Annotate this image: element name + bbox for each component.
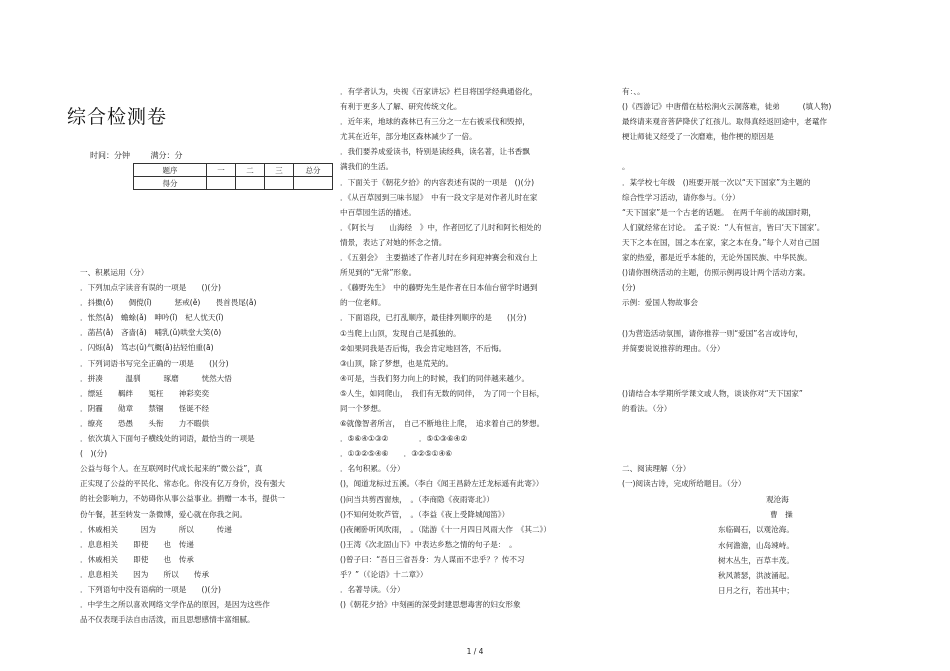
score-cell[interactable] [207,177,236,190]
text-line: ①当爬上山顶，发现自己是孤独的。 [340,328,461,338]
text-line: 并简要说说推荐的理由。（分） [622,343,725,353]
score-table-header-row [134,164,333,177]
text-line [622,431,897,446]
text-line: ( )(分) [80,449,108,459]
poem-line: 树木丛生，百草丰茂。 [718,555,794,565]
text-line: 天下之本在国，国之本在家，家之本在身。”每个人对自己国 [622,237,820,247]
text-line: 乎？”（《论语》十二章》） [340,570,428,579]
text-line: 公益与每个人。在互联网时代成长起来的“微公益”，真 [80,464,263,474]
text-line: ．《从百草园到三味书屋》 中有一段文字是对作者儿时在家 [340,192,538,202]
text-line: 满我们的生活。 [340,162,394,172]
text-line: ．我们要养成爱读书，特别是读经典，读名著，让书香飘 [340,147,530,157]
score-row-label: 得分 [134,177,207,190]
text-line: ．息息相关 即使 也 传递 [80,539,194,549]
text-line: ④可是，当我们努力向上的时候，我们的同伴越来越少。 [340,373,530,383]
text-line: ．菡萏(ǎ) 吝啬(ǎ) 哺乳(ǔ)哄堂大笑(ō) [80,328,222,338]
text-line: 的一位老师。 [340,298,386,308]
text-line: ．息息相关 因为 所以 传承 [80,569,210,579]
text-line: ()问当共剪西窗烛， 。（李商隐《夜雨寄北》） [340,494,494,504]
text-line: ()曾子曰：“吾日三省吾身：为人谋而不忠乎？？传不习 [340,554,525,564]
text-line [622,144,897,159]
text-line: 同一个梦想。 [340,403,386,413]
score-table [133,163,333,190]
exam-meta [90,150,201,161]
text-line: ．缥延 羁绊 冤枉 神彩奕奕 [80,388,210,398]
text-line: ．怅然(ǎ) 蟾蜍(ǎ) 呻吟(ǐ) 杞人忧天(ǐ) [80,313,224,323]
text-line: ⑤人生，如同爬山， 我们有无数的同伴， 为了同一个目标， [340,388,545,398]
text-line [622,416,897,431]
text-line: 的看法。（分） [622,403,672,413]
text-line: ()为营造活动氛围，请你推荐一则“爱国”名言或诗句， [622,328,803,338]
text-line: 有利于更多人了解、研究传统文化。 [340,102,462,112]
score-cell[interactable] [294,177,333,190]
text-line: 。 [622,162,630,172]
text-line: ．休戚相关 即使 也 传承 [80,554,194,564]
text-line: ．下列语句中没有语病的一项是 ()(分) [80,584,221,594]
text-line: 品不仅表现手法自由活泼，而且思想感情丰富细腻。 [80,615,255,625]
text-line: 尤其在近年，部分地区森林减少了一倍。 [340,132,477,142]
text-line: ．名著导读。（分） [340,585,405,595]
text-line: ．下面语段，已打乱顺序，最佳排列顺序的是 ()(分) [340,313,527,323]
text-line: 综合性学习活动，请你参与。（分） [622,192,740,202]
text-line: 中百草园生活的描述。 [340,207,416,217]
column-middle [340,84,615,612]
text-line [622,356,897,371]
text-line: ③山顶，除了梦想，也是荒芜的。 [340,358,454,368]
text-line [622,310,897,325]
text-line: 有：、。 [622,87,645,96]
text-line: ．下面关于《朝花夕拾》的内容表述有误的一项是 ()(分) [340,177,535,187]
text-line: ()，闻道龙标过五溪。（李白《闻王昌龄左迁龙标遥有此寄》） [340,479,544,489]
text-line: 梗让师徒又经受了一次磨难，他作梗的原因是 [622,132,774,142]
text-line: “天下国家”是一个古老的话题。 在两千年前的战国时期， [622,207,816,217]
text-line: ．休戚相关 因为 所以 传递 [80,524,232,534]
text-line: ．①③②⑤④⑥ ．③②⑤①④⑥ [340,449,453,459]
text-line: ．阴霾 勋章 禁锢 怪诞不经 [80,403,210,413]
text-line [622,446,897,461]
page-number: 1 / 4 [466,647,484,656]
text-line: ．拼凑 温驯 琢磨 恍然大悟 [80,373,232,383]
score-table-header: 三 [265,164,294,177]
column-right [622,84,897,492]
text-line: ．闪烁(ǎ) 笃志(ǔ)气概(ǎ)拈轻怕重(ā) [80,343,214,353]
text-line: ．近年来，地球的森林已有三分之一左右被采伐和毁掉， [340,117,530,127]
text-line: (分) [622,283,636,293]
score-label: 满分：分 [150,151,183,160]
text-line: ()不知何处吹芦管， 。（李益《夜上受降城闻笛》） [340,509,510,519]
text-line: ．有学者认为，央视《百家讲坛》栏目将国学经典通俗化， [340,87,538,96]
text-line: 示例：爱国人物故事会 [622,298,698,308]
text-line: ()夜阑卧听风吹雨， 。（陆游《十一月四日风雨大作 《其二》） [340,524,551,534]
poem-block [718,492,794,598]
text-line: 二、阅读理解（分） [622,464,691,474]
text-line: 人们就经常在讨论。 孟子说：“人有恒言，皆曰‘天下国家’。 [622,222,825,232]
text-line: ．抖擞(ǒ) 倜傥(ǐ) 惩戒(ě) 畏首畏尾(ǎ) [80,298,257,308]
poem-line: 秋风萧瑟，洪波涌起。 [718,571,794,581]
text-line: 情景，表达了对她的怀念之情。 [340,237,447,247]
poem-line: 水何澹澹，山岛竦峙。 [718,540,794,550]
text-line: ．某学校七年级 ()班要开展一次以“天下国家”为主题的 [622,177,811,187]
text-line [622,371,897,386]
text-line: ．《五猖会》 主要描述了作者儿时在乡间迎神赛会和戏台上 [340,253,538,263]
column-left [80,265,305,627]
text-line: ．下列加点字读音有误的一项是 ()(分) [80,283,221,293]
text-line: (一)阅读古诗，完成所给题目。（分） [622,479,746,489]
score-cell[interactable] [236,177,265,190]
text-line: 家的热爱，都是近乎本能的，无论外国民族、中华民族。 [622,253,812,263]
poem-title: 观沧海 [766,495,789,504]
text-line: 的社会影响力，不妨碍你从事公益事业。捐赠一本书，提供一 [80,494,286,504]
time-label: 时间：分钟 [90,151,130,160]
text-line: ()《朝花夕拾》中刻画的深受封建思想毒害的妇女形象 [340,600,521,610]
text-line: 份午餐，甚至转发一条微博，爱心就在你我之间。 [80,509,248,519]
text-line: ．⑤⑥④①③② ．⑤①③⑥④② [340,434,468,444]
text-line: ．名句积累。（分） [340,464,405,474]
text-line: ．中学生之所以喜欢网络文学作品的原因，是因为这些作 [80,600,270,610]
text-line: 一、积累运用（分） [80,268,149,277]
poem-lines [718,522,794,598]
poem-author: 曹 操 [770,510,793,520]
text-line: ()《西游记》中唐僧在枯松涧火云洞落难，徒弟 (填人物) [622,102,832,112]
score-table-header: 二 [236,164,265,177]
text-line: 所见到的“无常”形象。 [340,268,417,278]
text-line: ()请结合本学期所学课文或人物，谈谈你对“天下国家” [622,388,803,398]
score-table-header: 题序 [134,164,207,177]
poem-line: 日月之行，若出其中； [718,586,794,596]
score-cell[interactable] [265,177,294,190]
text-line: 最终请来观音菩萨降伏了红孩儿。取得真经返回途中，老鼋作 [622,117,828,127]
text-line: ⑥就像智者所言， 自己不断地往上爬， 追求着自己的梦想。 [340,419,545,429]
text-line: ．依次填入下面句子横线处的词语，最恰当的一项是 [80,434,255,444]
score-table-row [134,177,333,190]
text-line: ．下列词语书写完全正确的一项是 ()(分) [80,358,229,368]
text-line: ．《藤野先生》 中的藤野先生是作者在日本仙台留学时遇到 [340,283,538,293]
text-line: ②如果同我是否后悔，我会肯定地回答，不后悔。 [340,343,507,353]
text-line: ．《阿长与 山海经 》中，作者回忆了儿时和阿长相处的 [340,222,542,232]
poem-line: 东临碣石，以观沧海。 [718,525,794,535]
text-line: ()王湾《次北固山下》中表达乡愁之情的句子是： 。 [340,539,517,549]
text-line: ．缭亮 恐愚 头衔 力不暇供 [80,418,210,428]
text-line: ()请你围绕活动的主题，仿照示例再设计两个活动方案。 [622,268,811,278]
page-title: 综合检测卷 [67,106,168,128]
score-table-header: 总分 [294,164,333,177]
score-table-header: 一 [207,164,236,177]
text-line: 正实现了公益的平民化、常态化。你没有亿万身价，没有强大 [80,479,286,489]
